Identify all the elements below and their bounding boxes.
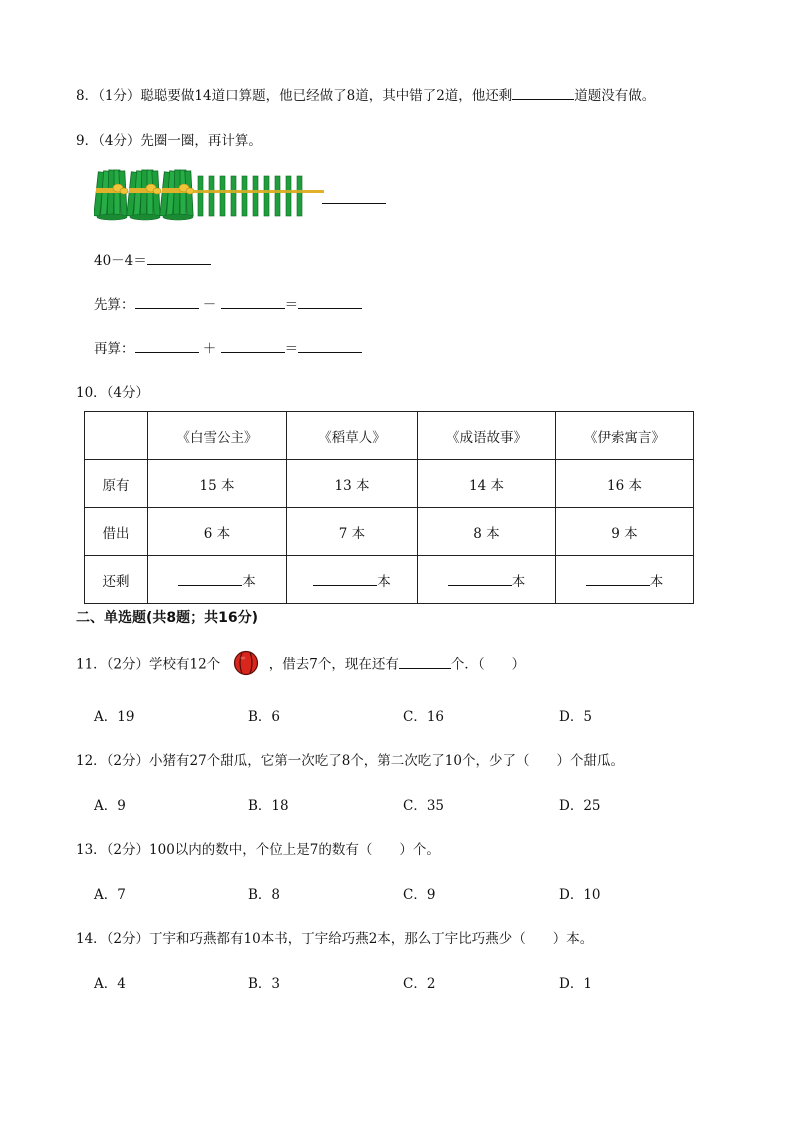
then-operand-1-blank[interactable] <box>135 339 199 353</box>
first-result-blank[interactable] <box>298 295 362 309</box>
q8-answer-blank[interactable] <box>512 86 574 100</box>
question-8 <box>76 84 655 104</box>
q8-prefix: 8．（1分）聪聪要做14道口算题，他已经做了8道，其中错了2道，他还剩 <box>76 88 513 104</box>
table-cell: 16 本 <box>556 460 694 508</box>
minus-sign: － <box>202 297 217 313</box>
books-table <box>84 411 694 604</box>
remaining-blank[interactable] <box>586 572 650 586</box>
table-cell: 13 本 <box>287 460 418 508</box>
option-c[interactable]: C．16 <box>403 709 445 725</box>
table-header: 《成语故事》 <box>418 412 556 460</box>
option-c[interactable]: C．9 <box>403 887 436 903</box>
row-label: 借出 <box>85 508 148 556</box>
option-a[interactable]: A．4 <box>94 976 126 992</box>
q9-equation-line <box>94 249 211 269</box>
table-row <box>85 508 694 556</box>
table-header: 《稻草人》 <box>287 412 418 460</box>
question-11 <box>76 652 525 678</box>
q10-title: 10．（4分） <box>76 385 150 401</box>
table-corner-cell <box>85 412 148 460</box>
equals-sign-2: ＝ <box>284 341 299 357</box>
q11-middle: ，借去7个，现在还有 <box>268 656 399 673</box>
remaining-blank[interactable] <box>448 572 512 586</box>
stick-bundle-2 <box>127 170 161 220</box>
unit-label: 本 <box>242 573 256 590</box>
plus-sign: ＋ <box>202 341 217 357</box>
option-a[interactable]: A．19 <box>94 709 135 725</box>
table-cell <box>418 556 556 604</box>
q9-title: 9．（4分）先圈一圈，再计算。 <box>76 133 262 149</box>
option-c[interactable]: C．35 <box>403 798 445 814</box>
option-c[interactable]: C．2 <box>403 976 436 992</box>
table-cell: 6 本 <box>148 508 287 556</box>
option-a[interactable]: A．7 <box>94 887 126 903</box>
table-cell: 15 本 <box>148 460 287 508</box>
option-b[interactable]: B．18 <box>248 798 289 814</box>
table-header: 《白雪公主》 <box>148 412 287 460</box>
remaining-blank[interactable] <box>313 572 377 586</box>
q9-then-label: 再算： <box>94 341 135 357</box>
q11-prefix: 11．（2分）学校有12个 <box>76 656 221 673</box>
option-d[interactable]: D．1 <box>559 976 592 992</box>
row-label: 还剩 <box>85 556 148 604</box>
stick-bundle-1 <box>94 170 128 220</box>
table-row <box>85 556 694 604</box>
then-result-blank[interactable] <box>298 339 362 353</box>
unit-label: 本 <box>377 573 391 590</box>
table-cell: 8 本 <box>418 508 556 556</box>
first-operand-blank[interactable] <box>135 295 199 309</box>
section-2-title: 二、单选题(共8题；共16分) <box>76 610 259 626</box>
red-ball-icon <box>233 650 259 676</box>
loose-sticks <box>198 176 302 216</box>
unit-label: 本 <box>649 573 664 590</box>
table-row <box>85 460 694 508</box>
unit-label: 本 <box>511 573 526 590</box>
q9-first-step <box>94 293 362 313</box>
q11-suffix: 个．（ ） <box>450 656 526 673</box>
then-operand-2-blank[interactable] <box>221 339 285 353</box>
remaining-blank[interactable] <box>178 572 242 586</box>
table-cell: 9 本 <box>556 508 694 556</box>
option-b[interactable]: B．3 <box>248 976 281 992</box>
table-header: 《伊索寓言》 <box>556 412 694 460</box>
table-cell <box>287 556 418 604</box>
table-cell: 7 本 <box>287 508 418 556</box>
question-12: 12．（2分）小猪有27个甜瓜，它第一次吃了8个，第二次吃了10个，少了（ ）个甜瓜。 <box>76 753 624 769</box>
table-cell: 14 本 <box>418 460 556 508</box>
row-label: 原有 <box>85 460 148 508</box>
option-d[interactable]: D．25 <box>559 798 601 814</box>
equals-sign: ＝ <box>284 297 299 313</box>
q9-equation-blank[interactable] <box>147 251 211 265</box>
q11-answer-blank[interactable] <box>399 655 451 669</box>
table-header-row <box>85 412 694 460</box>
option-b[interactable]: B．6 <box>248 709 281 725</box>
q9-first-label: 先算： <box>94 297 135 313</box>
table-cell <box>148 556 287 604</box>
option-b[interactable]: B．8 <box>248 887 281 903</box>
q9-second-step <box>94 337 362 357</box>
table-cell <box>556 556 694 604</box>
question-14: 14．（2分）丁宇和巧燕都有10本书，丁宇给巧燕2本，那么丁宇比巧燕少（ ）本。 <box>76 931 594 947</box>
option-d[interactable]: D．5 <box>559 709 592 725</box>
stick-bundle-3 <box>160 170 194 220</box>
question-13: 13．（2分）100以内的数中，个位上是7的数有（ ）个。 <box>76 842 440 858</box>
q8-suffix: 道题没有做。 <box>574 88 656 104</box>
q9-equation: 40－4＝ <box>94 253 147 269</box>
counting-sticks-illustration <box>94 166 326 222</box>
second-operand-blank[interactable] <box>221 295 285 309</box>
option-d[interactable]: D．10 <box>559 887 601 903</box>
option-a[interactable]: A．9 <box>94 798 126 814</box>
sticks-answer-blank[interactable] <box>322 191 386 204</box>
